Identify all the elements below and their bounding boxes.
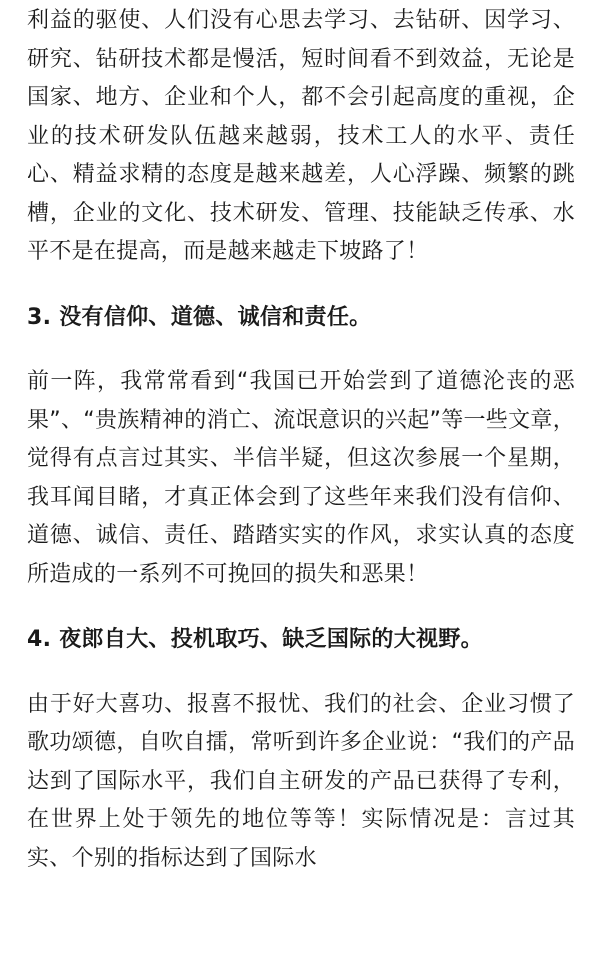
spacer	[27, 594, 575, 621]
spacer	[27, 660, 575, 686]
section-heading-3: 3. 没有信仰、道德、诚信和责任。	[27, 304, 372, 330]
section-heading-4: 4. 夜郎自大、投机取巧、缺乏国际的大视野。	[27, 627, 483, 652]
spacer	[27, 272, 575, 299]
article-body	[27, 0, 575, 878]
paragraph-1: 利益的驱使、人们没有心思去学习、去钻研、因学习、研究、钻研技术都是慢活，短时间看不到效益，无论是国家、地方、企业和个人，都不会引起高度的重视，企业的技术研发队伍越来越弱，技术工人的水平、责任心、精益求精的态度是越来越差，人心浮躁、频繁的跳槽，企业的文化、技术研发、管理、技能缺乏传承、水平不是在提高，而是越来越走下坡路了！	[27, 8, 575, 264]
spacer	[27, 337, 575, 363]
paragraph-2: 前一阵，我常常看到“我国已开始尝到了道德沦丧的恶果”、“贵族精神的消亡、流氓意识的兴起”等一些文章，觉得有点言过其实、半信半疑，但这次参展一个星期，我耳闻目睹，才真正体会到了这些年来我们没有信仰、道德、诚信、责任、踏踏实实的作风，求实认真的态度所造成的一系列不可挽回的损失和恶果！	[27, 369, 575, 587]
paragraph-3: 由于好大喜功、报喜不报忧、我们的社会、企业习惯了歌功颂德，自吹自擂，常听到许多企业说：“我们的产品达到了国际水平，我们自主研发的产品已获得了专利，在世界上处于领先的地位等等！实际情况是：言过其实、个别的指标达到了国际水	[27, 691, 575, 871]
